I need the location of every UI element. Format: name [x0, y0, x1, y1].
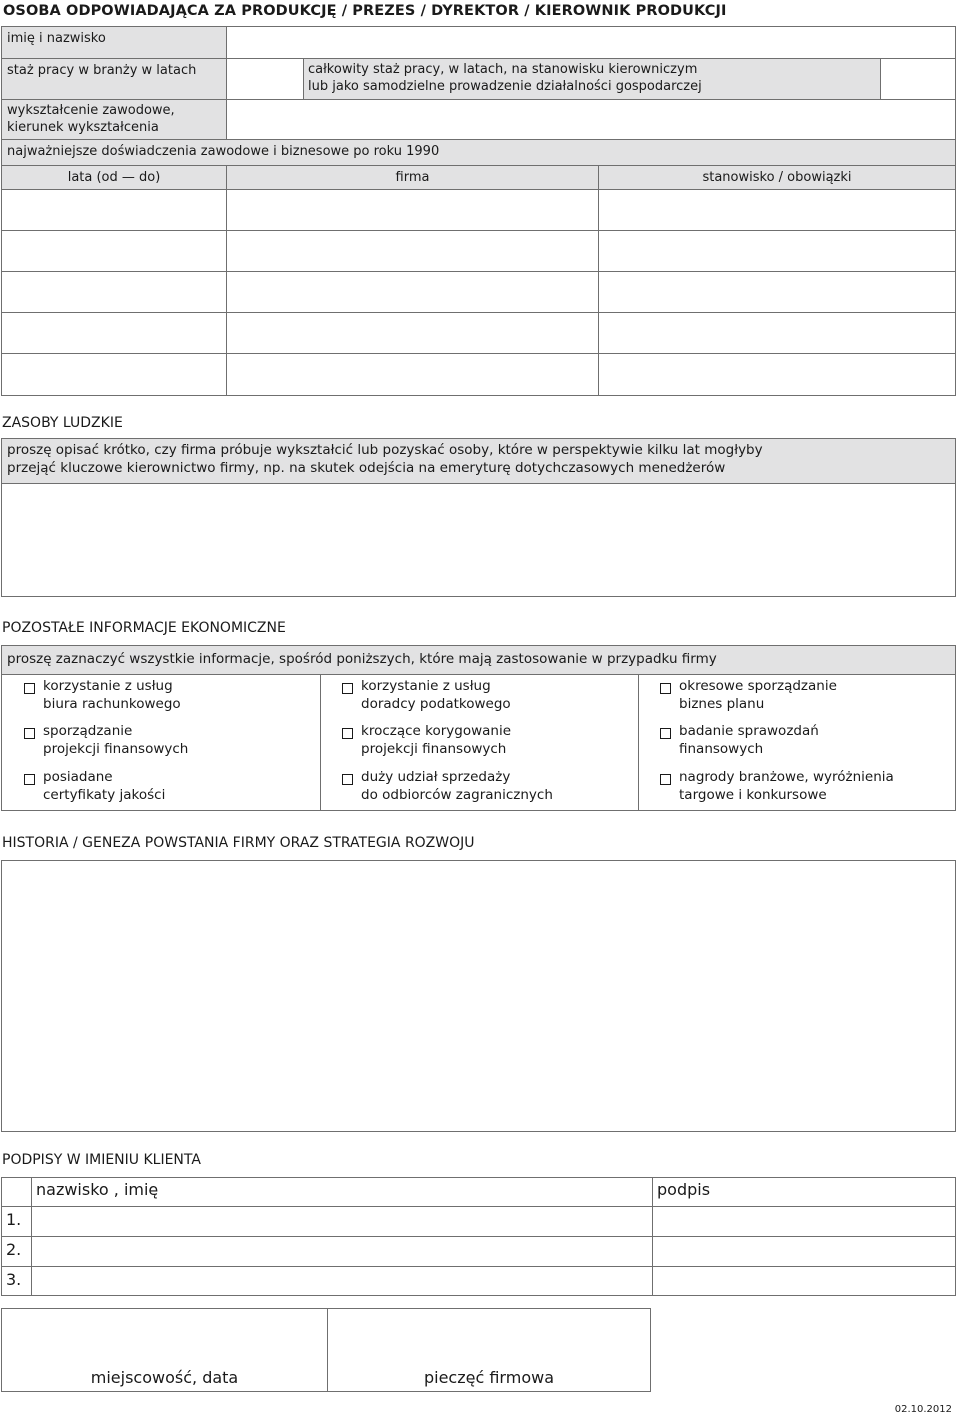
signature-sign-header: podpis — [652, 1177, 956, 1207]
column-position-header: stanowisko / obowiązki — [598, 165, 956, 190]
education-label — [1, 99, 227, 140]
management-heading: OSOBA ODPOWIADAJĄCA ZA PRODUKCJĘ / PREZES / DYREKTOR / KIEROWNIK PRODUKCJI — [3, 3, 727, 19]
education-label-line2: kierunek wykształcenia — [7, 120, 159, 135]
option-label-line: korzystanie z usług — [43, 678, 173, 694]
option-financial-projections-label — [43, 722, 188, 758]
option-label-line: duży udział sprzedaży — [361, 769, 511, 785]
option-export-sales-label — [361, 768, 553, 804]
option-tax-advisor-label — [361, 677, 511, 713]
table-row-1-years[interactable] — [1, 189, 227, 231]
option-export-sales-checkbox[interactable] — [342, 774, 353, 785]
company-stamp-label: pieczęć firmowa — [423, 1368, 554, 1387]
table-row-2-company[interactable] — [226, 230, 599, 272]
table-row-4-company[interactable] — [226, 312, 599, 354]
option-label-line: certyfikaty jakości — [43, 787, 166, 803]
signatures-heading: PODPISY W IMIENIU KLIENTA — [2, 1152, 201, 1168]
signature-row-1-name-field[interactable] — [31, 1206, 653, 1237]
signature-row-2-name-field[interactable] — [31, 1236, 653, 1267]
human-resources-answer-field[interactable] — [1, 483, 956, 597]
column-company-header: firma — [226, 165, 599, 190]
table-row-4-position[interactable] — [598, 312, 956, 354]
total-experience-label — [303, 58, 881, 100]
history-heading: HISTORIA / GENEZA POWSTANIA FIRMY ORAZ STRATEGIA ROZWOJU — [2, 835, 475, 851]
human-resources-question-line2: przejąć kluczowe kierownictwo firmy, np. na skutek odejścia na emeryturę dotychczasowych menedżerów — [7, 460, 726, 476]
option-awards-label — [679, 768, 894, 804]
option-label-line: projekcji finansowych — [361, 741, 507, 757]
table-row-5-company[interactable] — [226, 353, 599, 396]
option-audit-label — [679, 722, 819, 758]
option-rolling-projections-checkbox[interactable] — [342, 728, 353, 739]
table-row-3-company[interactable] — [226, 271, 599, 313]
option-label-line: posiadane — [43, 769, 113, 785]
option-label-line: projekcji finansowych — [43, 741, 189, 757]
column-years-header: lata (od — do) — [1, 165, 227, 190]
signature-corner-cell — [1, 1177, 32, 1207]
table-row-4-years[interactable] — [1, 312, 227, 354]
total-experience-field[interactable] — [880, 58, 956, 100]
education-label-line1: wykształcenie zawodowe, — [7, 103, 175, 118]
option-label-line: korzystanie z usług — [361, 678, 491, 694]
total-experience-label-line2: lub jako samodzielne prowadzenie działalności gospodarczej — [308, 79, 702, 94]
option-audit-checkbox[interactable] — [660, 728, 671, 739]
company-stamp-box[interactable] — [327, 1308, 651, 1392]
option-awards-checkbox[interactable] — [660, 774, 671, 785]
option-rolling-projections-label — [361, 722, 511, 758]
human-resources-question-line1: proszę opisać krótko, czy firma próbuje wykształcić lub pozyskać osoby, które w perspektywie kilku lat mogłyby — [7, 442, 763, 458]
option-financial-projections-checkbox[interactable] — [24, 728, 35, 739]
option-business-plan-checkbox[interactable] — [660, 683, 671, 694]
table-row-1-company[interactable] — [226, 189, 599, 231]
signature-row-number: 2. — [1, 1236, 32, 1267]
table-row-1-position[interactable] — [598, 189, 956, 231]
signature-row-number: 3. — [1, 1266, 32, 1296]
option-tax-advisor-checkbox[interactable] — [342, 683, 353, 694]
place-date-box[interactable] — [1, 1308, 328, 1392]
option-label-line: okresowe sporządzanie — [679, 678, 837, 694]
option-label-line: sporządzanie — [43, 723, 133, 739]
option-label-line: doradcy podatkowego — [361, 696, 511, 712]
option-business-plan-label — [679, 677, 837, 713]
table-row-5-position[interactable] — [598, 353, 956, 396]
experience-since-label: najważniejsze doświadczenia zawodowe i biznesowe po roku 1990 — [1, 139, 956, 166]
signature-row-2-sign-field[interactable] — [652, 1236, 956, 1267]
table-row-3-position[interactable] — [598, 271, 956, 313]
option-label-line: nagrody branżowe, wyróżnienia — [679, 769, 894, 785]
option-label-line: do odbiorców zagranicznych — [361, 787, 553, 803]
table-row-5-years[interactable] — [1, 353, 227, 396]
signature-row-3-name-field[interactable] — [31, 1266, 653, 1296]
table-row-3-years[interactable] — [1, 271, 227, 313]
signature-name-header: nazwisko , imię — [31, 1177, 653, 1207]
human-resources-question — [1, 438, 956, 484]
option-label-line: kroczące korygowanie — [361, 723, 512, 739]
industry-experience-label: staż pracy w branży w latach — [1, 58, 227, 100]
education-field[interactable] — [226, 99, 956, 140]
signature-row-1-sign-field[interactable] — [652, 1206, 956, 1237]
human-resources-heading: ZASOBY LUDZKIE — [2, 415, 123, 431]
experience-table-body — [1, 189, 956, 396]
option-quality-certificates-label — [43, 768, 165, 804]
option-quality-certificates-checkbox[interactable] — [24, 774, 35, 785]
option-label-line: finansowych — [679, 741, 764, 757]
history-answer-field[interactable] — [1, 860, 956, 1132]
industry-experience-field[interactable] — [226, 58, 304, 100]
economic-info-instruction: proszę zaznaczyć wszystkie informacje, spośród poniższych, które mają zastosowanie w przypadku firmy — [1, 645, 956, 675]
option-label-line: targowe i konkursowe — [679, 787, 827, 803]
option-label-line: biznes planu — [679, 696, 765, 712]
table-row-2-years[interactable] — [1, 230, 227, 272]
signature-row-3-sign-field[interactable] — [652, 1266, 956, 1296]
name-field[interactable] — [226, 26, 956, 59]
option-accounting-office-checkbox[interactable] — [24, 683, 35, 694]
place-date-label: miejscowość, data — [90, 1368, 239, 1387]
total-experience-label-line1: całkowity staż pracy, w latach, na stanowisku kierowniczym — [308, 62, 698, 77]
signature-row-number: 1. — [1, 1206, 32, 1237]
table-row-2-position[interactable] — [598, 230, 956, 272]
footer-date: 02.10.2012 — [894, 1404, 952, 1415]
option-label-line: badanie sprawozdań — [679, 723, 819, 739]
option-label-line: biura rachunkowego — [43, 696, 181, 712]
name-label: imię i nazwisko — [1, 26, 227, 59]
economic-info-heading: POZOSTAŁE INFORMACJE EKONOMICZNE — [2, 620, 286, 636]
option-accounting-office-label — [43, 677, 181, 713]
